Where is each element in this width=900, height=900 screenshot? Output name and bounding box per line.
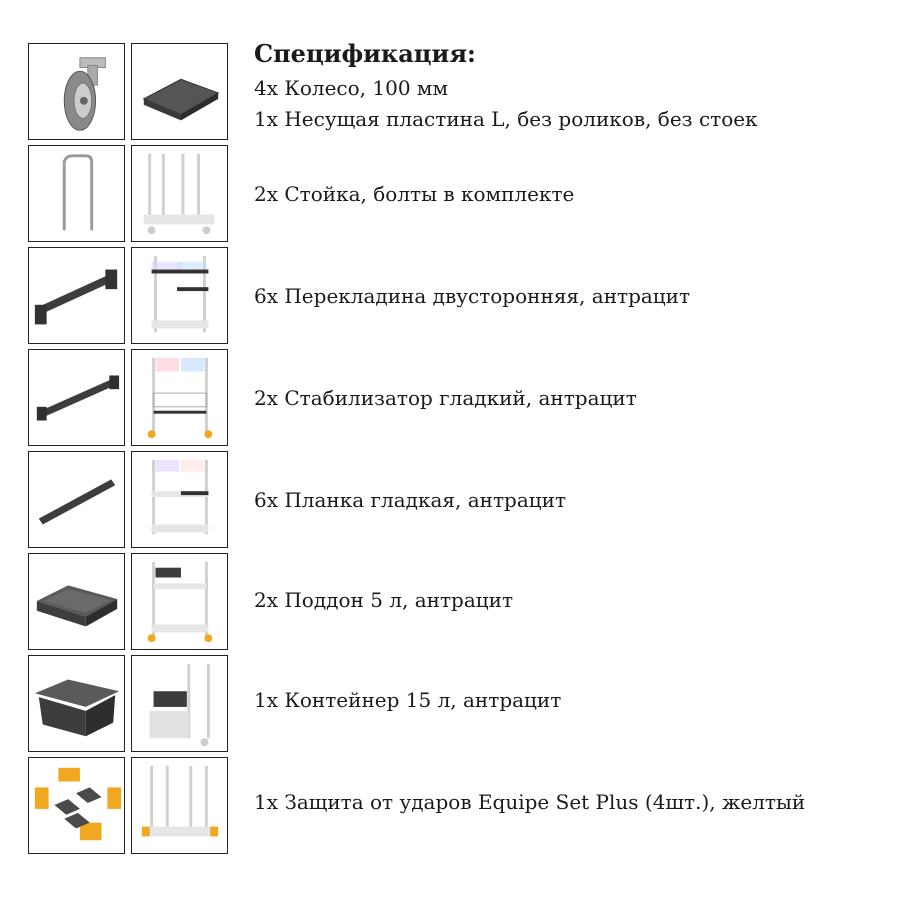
trolley-crossbars-icon	[131, 247, 228, 344]
spec-item: 1x Несущая пластина L, без роликов, без стоек	[254, 107, 758, 131]
trolley-stabilizer-icon	[131, 349, 228, 446]
flat-strip-icon	[28, 451, 125, 548]
trolley-container-icon	[131, 655, 228, 752]
bumper-set-icon	[28, 757, 125, 854]
spec-item: 6x Перекладина двусторонняя, антрацит	[254, 284, 691, 308]
spec-item: 1x Защита от ударов Equipe Set Plus (4шт.), желтый	[254, 790, 806, 814]
trolley-strips-icon	[131, 451, 228, 548]
upright-post-icon	[28, 145, 125, 242]
spec-title: Спецификация:	[254, 39, 476, 68]
trolley-trays-icon	[131, 553, 228, 650]
spec-item: 2x Стабилизатор гладкий, антрацит	[254, 386, 637, 410]
spec-item: 6x Планка гладкая, антрацит	[254, 488, 567, 512]
double-crossbar-icon	[28, 247, 125, 344]
stabilizer-bar-icon	[28, 349, 125, 446]
spec-item: 1x Контейнер 15 л, антрацит	[254, 688, 562, 712]
base-plate-icon	[131, 43, 228, 140]
spec-item: 4x Колесо, 100 мм	[254, 76, 449, 100]
spec-item: 2x Стойка, болты в комплекте	[254, 182, 575, 206]
tray-icon	[28, 553, 125, 650]
trolley-bumpers-icon	[131, 757, 228, 854]
trolley-frame-icon	[131, 145, 228, 242]
container-icon	[28, 655, 125, 752]
spec-item: 2x Поддон 5 л, антрацит	[254, 588, 514, 612]
caster-wheel-icon	[28, 43, 125, 140]
